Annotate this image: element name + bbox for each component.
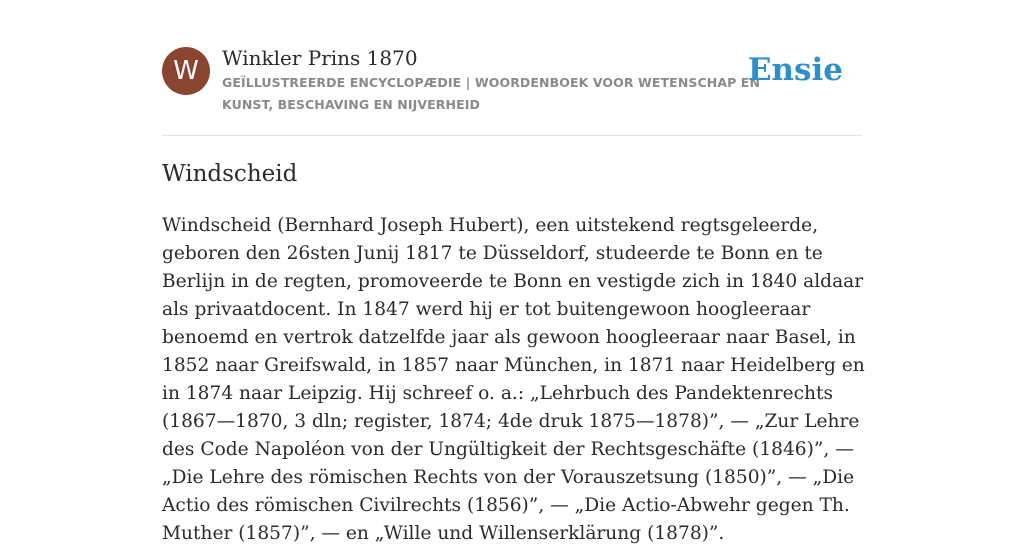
header xyxy=(162,44,862,136)
header-divider xyxy=(162,135,862,136)
book-title[interactable]: Winkler Prins 1870 xyxy=(222,46,418,70)
book-avatar[interactable]: W xyxy=(162,47,210,95)
entry-body: Windscheid (Bernhard Joseph Hubert), een uitstekend regtsgeleerde, geboren den 26sten Junij 1817 te Düsseldorf, studeerde te Bonn en te Berlijn in de regten, promoveerde te Bonn en vestigde zich in 1840 aldaar als privaatdocent. In 1847 werd hij er tot buitengewoon hoogleeraar benoemd en vertrok datzelfde jaar als gewoon hoogleeraar naar Basel, in 1852 naar Greifswald, in 1857 naar München, in 1871 naar Heidelberg en in 1874 naar Leipzig. Hij schreef o. a.: „Lehrbuch des Pandektenrechts (1867—1870, 3 dln; register, 1874; 4de druk 1875—1878)”, — „Zur Lehre des Code Napoléon von der Ungültigkeit der Rechtsgeschäfte (1846)”, — „Die Lehre des römischen Rechts von der Vorauszetsung (1850)”, — „Die Actio des römischen Civilrechts (1856)”, — „Die Actio-Abwehr gegen Th. Muther (1857)”, — en „Wille und Willenserklärung (1878)”. xyxy=(162,215,865,544)
book-subtitle: GEÏLLUSTREERDE ENCYCLOPÆDIE | WOORDENBOEK VOOR WETENSCHAP EN KUNST, BESCHAVING EN NIJVERHEID xyxy=(222,75,761,112)
entry-title: Windscheid xyxy=(162,161,298,187)
ensie-logo-link[interactable]: Ensie xyxy=(747,52,843,88)
